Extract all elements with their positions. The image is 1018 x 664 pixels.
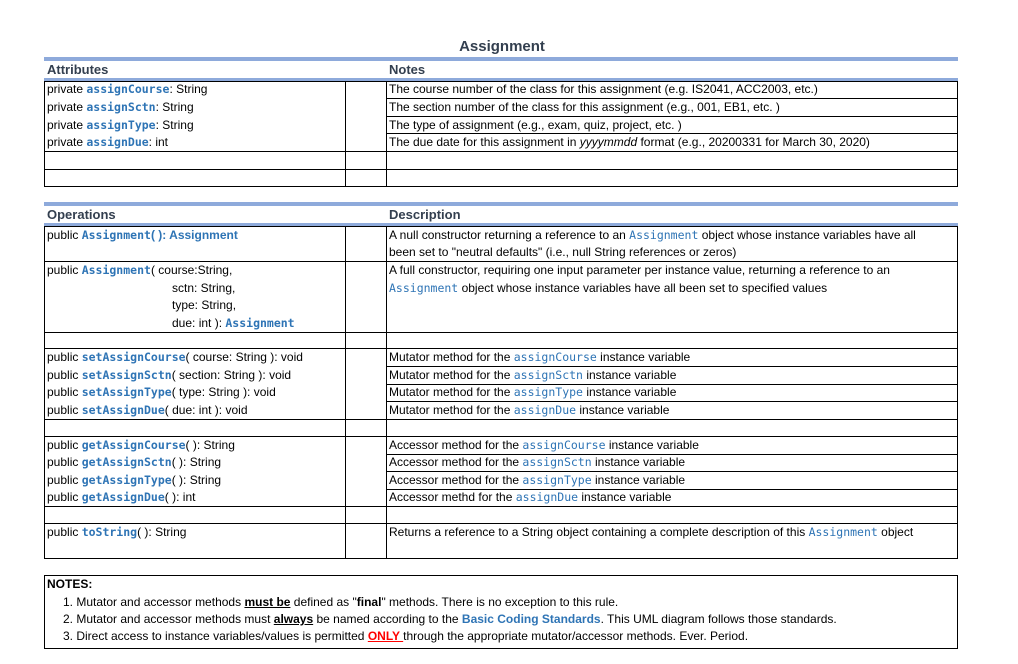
description-getAssignSctn: Accessor method for the assignSctn instance variable [389, 455, 686, 469]
param-sctn: sctn: String, [172, 281, 236, 295]
col-line [386, 81, 387, 187]
operation-getAssignType: public getAssignType( ): String [47, 473, 222, 487]
description-header: Description [389, 207, 461, 222]
description-null-constructor-line2: been set to "neutral defaults" (i.e., null String references or zeros) [389, 245, 737, 259]
attribute-assignCourse: private assignCourse: String [47, 82, 208, 96]
row-line [44, 332, 958, 333]
operation-null-constructor: public Assignment( ): Assignment [47, 228, 238, 242]
param-due: due: int ): Assignment [172, 316, 295, 330]
description-toString: Returns a reference to a String object containing a complete description of this Assignment object [389, 525, 914, 539]
description-full-constructor-line2: Assignment object whose instance variables have all been set to specified values [389, 281, 828, 295]
attribute-assignDue: private assignDue: int [47, 135, 169, 149]
description-null-constructor-line1: A null constructor returning a reference to an Assignment object whose instance variables have all [389, 228, 916, 242]
operations-header: Operations [47, 207, 116, 222]
note-3: 3. Direct access to instance variables/values is permitted ONLY through the appropriate mutator/accessor methods. Ever. Period. [63, 629, 749, 643]
operation-getAssignSctn: public getAssignSctn( ): String [47, 455, 222, 469]
row-line [44, 419, 958, 420]
attribute-assignType: private assignType: String [47, 118, 194, 132]
title-rule [44, 57, 958, 61]
operation-full-constructor: public Assignment( course:String, [47, 263, 233, 277]
description-setAssignCourse: Mutator method for the assignCourse instance variable [389, 350, 691, 364]
notes-header: Notes [389, 62, 426, 77]
description-setAssignType: Mutator method for the assignType instance variable [389, 385, 677, 399]
operations-top-rule [44, 202, 958, 206]
description-setAssignSctn: Mutator method for the assignSctn instance variable [389, 368, 677, 382]
note-2: 2. Mutator and accessor methods must always be named according to the Basic Coding Standards. This UML diagram follows those standards. [63, 612, 837, 626]
attributes-header: Attributes [47, 62, 109, 77]
param-type: type: String, [172, 298, 237, 312]
col-line [345, 81, 346, 187]
notes-header: NOTES: [47, 577, 93, 591]
operation-setAssignSctn: public setAssignSctn( section: String ): void [47, 368, 292, 382]
operation-toString: public toString( ): String [47, 525, 187, 539]
row-line [44, 506, 958, 507]
note-assignSctn: The section number of the class for this assignment (e.g., 001, EB1, etc. ) [389, 100, 780, 114]
operation-setAssignCourse: public setAssignCourse( course: String ): void [47, 350, 303, 364]
operation-getAssignDue: public getAssignDue( ): int [47, 490, 196, 504]
col-line [386, 226, 387, 559]
description-getAssignDue: Accessor methd for the assignDue instance variable [389, 490, 672, 504]
operation-getAssignCourse: public getAssignCourse( ): String [47, 438, 235, 452]
class-title: Assignment [459, 38, 545, 55]
row-line [44, 151, 958, 152]
operation-setAssignDue: public setAssignDue( due: int ): void [47, 403, 248, 417]
note-1: 1. Mutator and accessor methods must be defined as "final" methods. There is no exception to this rule. [63, 595, 619, 609]
note-assignDue: The due date for this assignment in yyyymmdd format (e.g., 20200331 for March 30, 2020) [389, 135, 870, 149]
description-getAssignType: Accessor method for the assignType instance variable [389, 473, 686, 487]
description-setAssignDue: Mutator method for the assignDue instance variable [389, 403, 670, 417]
description-full-constructor-line1: A full constructor, requiring one input parameter per instance value, returning a reference to an [389, 263, 890, 277]
note-assignCourse: The course number of the class for this assignment (e.g. IS2041, ACC2003, etc.) [389, 82, 818, 96]
col-line [345, 226, 346, 559]
description-getAssignCourse: Accessor method for the assignCourse instance variable [389, 438, 699, 452]
operation-setAssignType: public setAssignType( type: String ): void [47, 385, 276, 399]
row-line [44, 169, 958, 170]
note-assignType: The type of assignment (e.g., exam, quiz, project, etc. ) [389, 118, 682, 132]
attribute-assignSctn: private assignSctn: String [47, 100, 194, 114]
